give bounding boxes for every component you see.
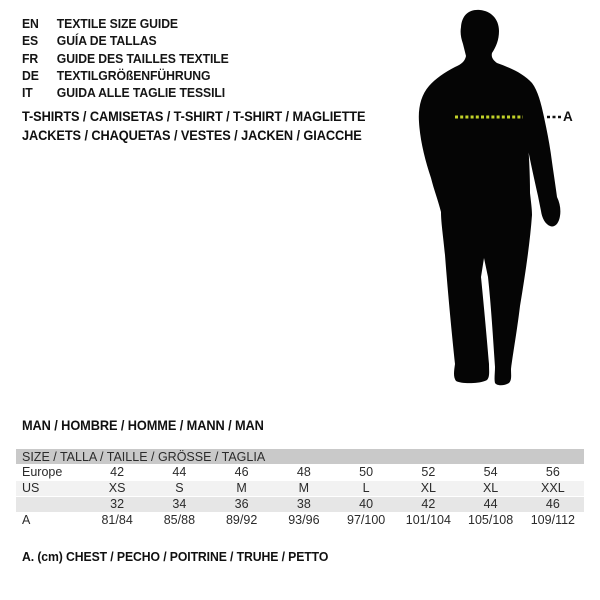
size-table-header: SIZE / TALLA / TAILLE / GRÖSSE / TAGLIA (16, 449, 584, 465)
size-value: 85/88 (163, 513, 196, 527)
size-value: M (298, 481, 310, 495)
size-value: 40 (359, 497, 374, 511)
size-value: L (362, 481, 370, 495)
table-row (16, 497, 584, 513)
section-title-man: MAN / HOMBRE / HOMME / MANN / MAN (22, 418, 264, 433)
size-value: 81/84 (101, 513, 133, 527)
size-value: M (236, 481, 247, 495)
size-value: 42 (110, 465, 125, 479)
size-value: 105/108 (468, 513, 514, 527)
size-value: 52 (421, 465, 436, 479)
language-code: EN (22, 16, 39, 31)
language-label: TEXTILE SIZE GUIDE (56, 16, 178, 31)
category-tshirts: T-SHIRTS / CAMISETAS / T-SHIRT / T-SHIRT / MAGLIETTE (22, 109, 366, 124)
size-value: XL (482, 481, 499, 495)
size-table (16, 449, 584, 529)
row-label: US (22, 481, 40, 495)
size-value: 44 (483, 497, 498, 511)
size-value: 89/92 (225, 513, 258, 527)
size-value: 46 (234, 465, 249, 479)
table-row (16, 465, 584, 481)
size-value: 44 (172, 465, 187, 479)
size-value: XL (420, 481, 437, 495)
size-value: 36 (234, 497, 249, 511)
row-label: Europe (22, 465, 63, 479)
size-value: 42 (421, 497, 436, 511)
language-label: GUIDA ALLE TAGLIE TESSILI (56, 85, 226, 101)
size-value: 54 (483, 465, 498, 479)
language-code: IT (22, 85, 33, 101)
size-value: 38 (296, 497, 311, 511)
language-label: GUIDE DES TAILLES TEXTILE (56, 50, 229, 66)
measure-label-a: A (563, 109, 573, 124)
size-value: 56 (545, 465, 560, 479)
language-code: DE (22, 67, 39, 83)
size-value: XXL (541, 481, 565, 495)
row-label: A (22, 513, 31, 527)
size-value: 32 (110, 497, 125, 511)
language-code: ES (22, 33, 39, 49)
size-value: 50 (359, 465, 374, 479)
language-label: GUÍA DE TALLAS (56, 33, 157, 49)
size-value: 101/104 (405, 513, 451, 527)
measurement-footnote: A. (cm) CHEST / PECHO / POITRINE / TRUHE / PETTO (22, 549, 329, 564)
size-value: 34 (172, 497, 187, 511)
size-value: S (175, 481, 184, 495)
table-row (16, 513, 584, 529)
size-value: 93/96 (288, 513, 320, 527)
size-value: XS (108, 481, 126, 495)
size-value: 97/100 (347, 513, 386, 527)
man-silhouette (419, 10, 561, 385)
size-value: 48 (296, 465, 311, 479)
size-table-rows (16, 465, 584, 529)
size-value: 109/112 (530, 513, 575, 527)
language-code: FR (22, 50, 39, 66)
language-label: TEXTILGRÖßENFÜHRUNG (56, 67, 211, 83)
table-row (16, 481, 584, 497)
size-value: 46 (545, 497, 560, 511)
category-jackets: JACKETS / CHAQUETAS / VESTES / JACKEN / GIACCHE (22, 127, 362, 143)
